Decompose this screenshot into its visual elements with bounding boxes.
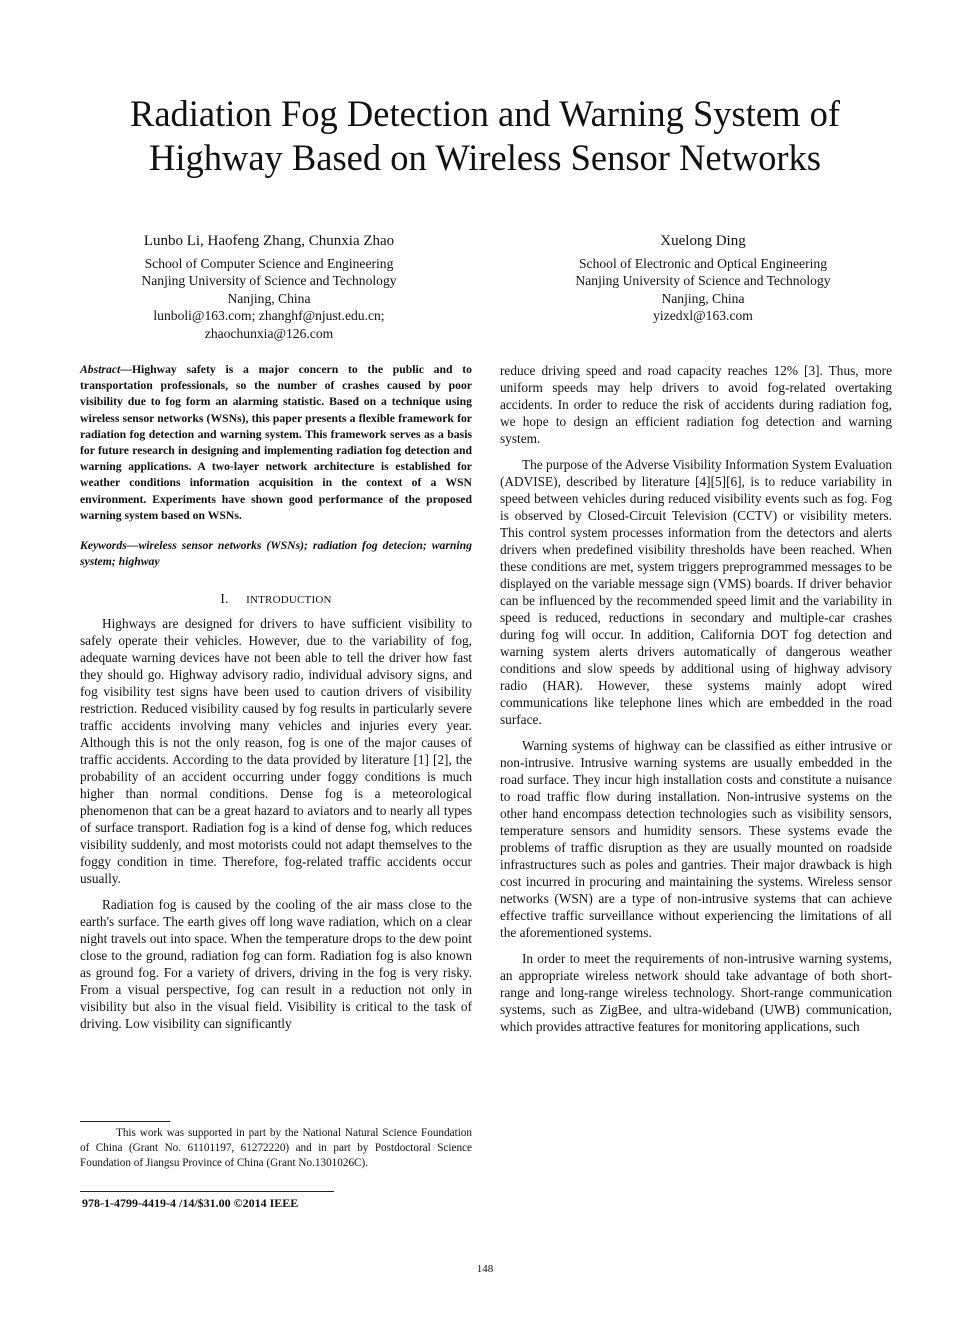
author-city: Nanjing, China	[661, 290, 745, 306]
copyright-line: 978-1-4799-4419-4 /14/$31.00 ©2014 IEEE	[82, 1196, 299, 1210]
funding-footnote: This work was supported in part by the National Natural Science Foundation of China (Grant No. 61101197, 61272220) and in part by Postdoctoral Science Foundation of Jiangsu Province of China (Grant No.1301026C).	[80, 1127, 472, 1169]
author-city: Nanjing, China	[227, 290, 311, 306]
section-number: I.	[220, 591, 229, 607]
body-paragraph: Warning systems of highway can be classified as either intrusive or non-intrusive. Intrusive warning systems are usually embedded in the road surface. They incur high installation costs and constitute a nuisance to road traffic flow during installation. Non-intrusive systems on the other hand encompass detection technologies such as visibility sensors, temperature sensors and humidity sensors. These systems evade the problems of traffic disruption as they are usually mounted on roadside infrastructures such as poles and gantries. Their major drawback is high cost incurred in procuring and maintaining the systems. Wireless sensor networks (WSN) are a type of non-intrusive systems that can achieve effective traffic surveillance without experiencing the limitations of all the aforementioned systems.	[500, 738, 892, 940]
author-block-left	[96, 233, 442, 343]
author-department: School of Computer Science and Engineering	[144, 255, 394, 271]
paper-title	[60, 92, 910, 180]
abstract-label: Abstract	[80, 363, 121, 376]
abstract	[80, 362, 472, 524]
body-paragraph: The purpose of the Adverse Visibility Information System Evaluation (ADVISE), described by literature [4][5][6], is to reduce variability in speed between vehicles during reduced visibility events such as fog. Fog is observed by Closed-Circuit Television (CCTV) or visibility meters. This control system processes information from the detectors and alerts drivers when predefined visibility thresholds have been reached. When these conditions are met, system triggers preprogrammed messages to be displayed on the variable message sign (VMS) boards. If driver behavior can be influenced by the recommended speed limit and the variability in speed is reduced, reductions in secondary and multiple-car crashes during fog will occur. In addition, California DOT fog detection and warning system alerts drivers automatically of dangerous weather conditions and slow speeds by additional using of highway advisory radio (HAR). However, these systems mainly adopt wired communications like telephone lines which are embedded in the road surface.	[500, 457, 892, 727]
body-paragraph: Radiation fog is caused by the cooling of the air mass close to the earth's surface. The earth gives off long wave radiation, which on a clear night travels out into space. When the temperature drops to the dew point close to the ground, radiation fog can form. Radiation fog is also known as ground fog. For a variety of drivers, driving in the fog is very risky. From a visual perspective, fog can result in a reduction not only in visibility but also in the visual field. Visibility is critical to the task of driving. Low visibility can significantly	[80, 897, 472, 1032]
author-university: Nanjing University of Science and Technology	[141, 273, 397, 289]
right-column	[500, 362, 892, 1035]
keywords-label: Keywords	[80, 539, 127, 553]
body-paragraph: reduce driving speed and road capacity reaches 12% [3]. Thus, more uniform speeds may help drivers to avoid fog-related overtaking accidents. In order to reduce the risk of accidents during radiation fog, we hope to design an efficient radiation fog detection and warning system.	[500, 363, 892, 446]
author-department: School of Electronic and Optical Engineering	[578, 255, 827, 271]
author-block-right	[530, 233, 876, 325]
keywords	[80, 538, 472, 570]
body-paragraph: Highways are designed for drivers to have sufficient visibility to safely operate their vehicles. However, due to the variability of fog, adequate warning devices have not been able to tell the driver how fast they should go. Highway advisory radio, individual advisory signs, and fog visibility test signs have been used to caution drivers of visibility restriction. Reduced visibility caused by fog results in particularly severe traffic accidents involving many vehicles and injuries every year. Although this is not the only reason, fog is one of the major causes of traffic accidents. According to the data provided by literature [1] [2], the probability of an accident occurring under foggy conditions is much higher than normal conditions. Dense fog is a meteorological phenomenon that can be a great hazard to aviators and to nearly all types of surface transport. Radiation fog is a kind of dense fog, which reduces visibility suddenly, and most motorists could not adapt themselves to the foggy condition in time. Therefore, fog-related traffic accidents occur usually.	[80, 616, 472, 887]
author-names: Lunbo Li, Haofeng Zhang, Chunxia Zhao	[143, 233, 395, 249]
author-university: Nanjing University of Science and Technology	[575, 273, 831, 289]
section-heading-introduction	[80, 590, 472, 609]
copyright-rule	[80, 1191, 334, 1192]
keywords-text: —wireless sensor networks (WSNs); radiation fog detecion; warning system; highway	[80, 539, 472, 569]
title-line-2: Highway Based on Wireless Sensor Networks	[149, 137, 821, 178]
body-paragraph: In order to meet the requirements of non-intrusive warning systems, an appropriate wireless network should take advantage of both short-range and long-range wireless technology. Short-range communication systems, such as ZigBee, and ultra-wideband (UWB) communication, which provides attractive features for monitoring applications, such	[500, 951, 892, 1034]
author-email: lunboli@163.com; zhanghf@njust.edu.cn;	[153, 308, 385, 324]
page-number: 148	[476, 1263, 494, 1275]
author-email: yizedxl@163.com	[653, 308, 753, 324]
section-title: INTRODUCTION	[246, 594, 332, 607]
author-names: Xuelong Ding	[660, 233, 746, 249]
left-column	[80, 362, 472, 1032]
author-email: zhaochunxia@126.com	[204, 325, 334, 341]
title-line-1: Radiation Fog Detection and Warning System of	[129, 93, 841, 134]
footnote-rule	[80, 1121, 170, 1122]
abstract-text: —Highway safety is a major concern to the public and to transportation professionals, so the number of crashes caused by poor visibility due to fog form an alarming statistic. Based on a technique using wireless sensor networks (WSNs), this paper presents a flexible framework for radiation fog detection and warning system. This framework serves as a basis for future research in designing and implementing radiation fog detection and warning applications. A two-layer network architecture is established for weather conditions information acquisition in the context of a WSN environment. Experiments have shown good performance of the proposed warning system based on WSNs.	[80, 363, 472, 522]
